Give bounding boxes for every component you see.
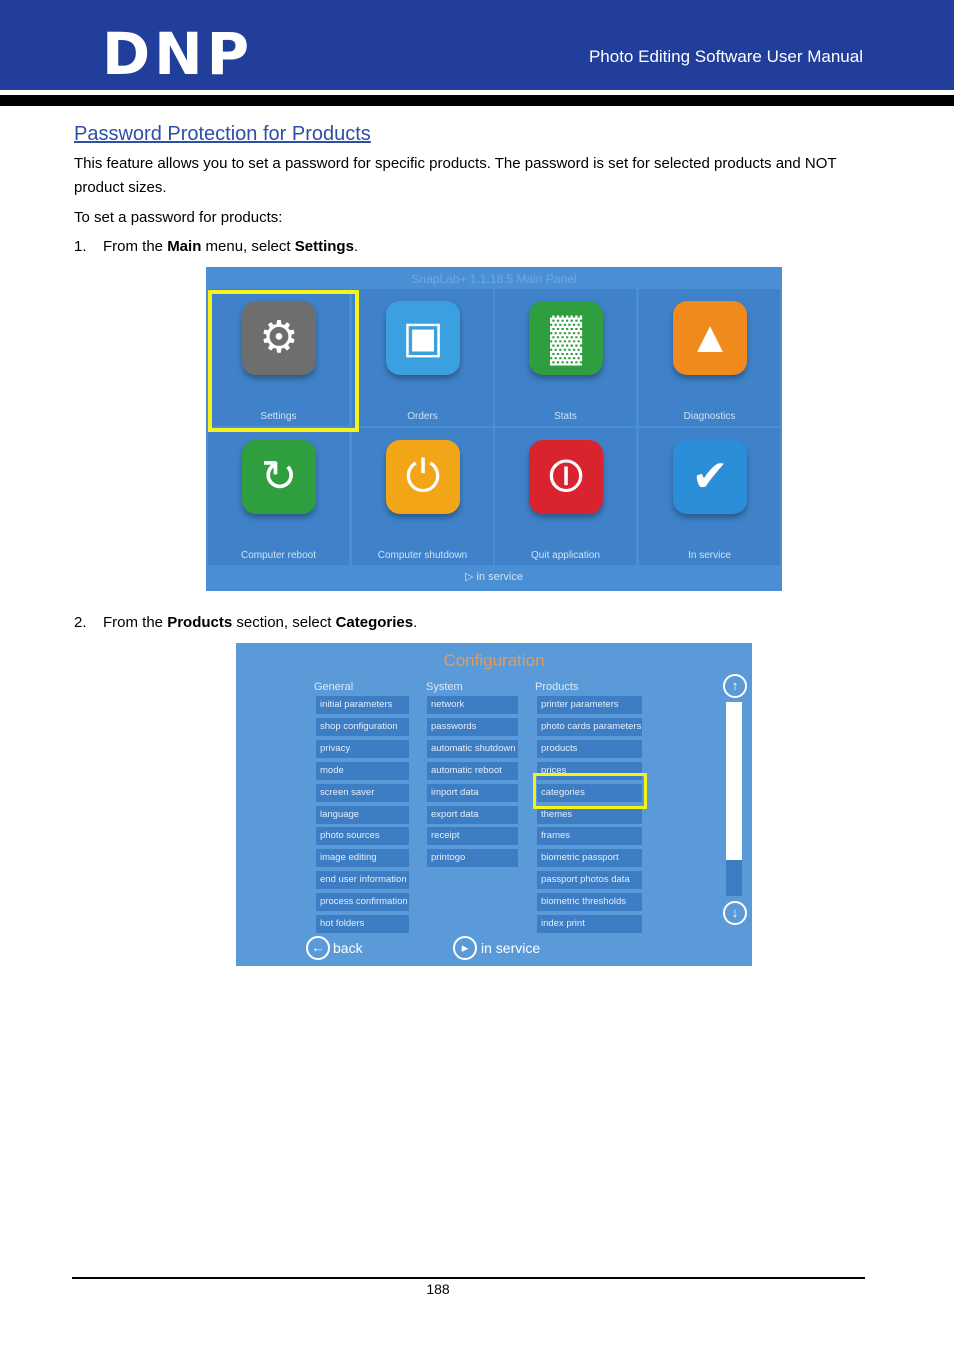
products-item[interactable]: passport photos data xyxy=(537,871,642,889)
header-rule xyxy=(0,95,954,106)
products-heading: Products xyxy=(535,681,579,693)
tile-8[interactable] xyxy=(639,428,780,565)
header-bar xyxy=(0,0,954,90)
products-item[interactable]: prices xyxy=(537,762,642,780)
system-item[interactable]: automatic reboot xyxy=(427,762,518,780)
step-1: 1. From the Main menu, select Settings. xyxy=(74,238,359,255)
tile-label: Orders xyxy=(407,411,438,422)
tile-label: Stats xyxy=(554,411,577,422)
general-item[interactable]: hot folders xyxy=(316,915,409,933)
general-item[interactable]: image editing xyxy=(316,849,409,867)
tile-label: Settings xyxy=(260,411,297,422)
general-item[interactable]: initial parameters xyxy=(316,696,409,714)
section-heading: Password Protection for Products xyxy=(74,123,371,145)
products-item[interactable]: biometric passport xyxy=(537,849,642,867)
reboot-icon: ↻ xyxy=(242,440,316,514)
settings-highlight xyxy=(208,290,359,432)
tile-2[interactable] xyxy=(352,289,493,426)
tile-3[interactable] xyxy=(495,289,636,426)
tile-label: Diagnostics xyxy=(683,411,736,422)
tile-label: Computer shutdown xyxy=(377,550,468,561)
gear-icon: ⚙ xyxy=(242,301,316,375)
back-button[interactable]: back xyxy=(333,940,363,956)
tile-4[interactable] xyxy=(639,289,780,426)
tile-label: Quit application xyxy=(531,550,600,561)
products-item[interactable]: themes xyxy=(537,806,642,824)
products-item[interactable]: frames xyxy=(537,827,642,845)
configuration-screenshot xyxy=(236,643,752,966)
page-number: 188 xyxy=(426,1281,450,1297)
products-item[interactable]: categories xyxy=(537,784,642,802)
in-service-button[interactable]: in service xyxy=(481,940,541,956)
system-item[interactable]: printogo xyxy=(427,849,518,867)
system-item[interactable]: receipt xyxy=(427,827,518,845)
scrollbar-thumb[interactable] xyxy=(726,860,742,896)
dnp-logo: DNP xyxy=(102,20,254,88)
general-item[interactable]: photo sources xyxy=(316,827,409,845)
bar-chart-icon: ▓ xyxy=(529,301,603,375)
check-icon: ✔ xyxy=(673,440,747,514)
in-service-play-icon[interactable]: ▸ xyxy=(453,936,477,960)
general-item[interactable]: language xyxy=(316,806,409,824)
back-arrow-icon[interactable]: ← xyxy=(306,936,330,960)
tile-label: In service xyxy=(688,550,731,561)
general-item[interactable]: screen saver xyxy=(316,784,409,802)
general-item[interactable]: mode xyxy=(316,762,409,780)
lead-paragraph: To set a password for products: xyxy=(74,209,283,226)
cone-icon: ▲ xyxy=(673,301,747,375)
system-item[interactable]: import data xyxy=(427,784,518,802)
main-panel-title: SnapLab+ 1.1.18.5 Main Panel xyxy=(411,272,577,286)
general-item[interactable]: end user information xyxy=(316,871,409,889)
general-item[interactable]: process confirmation xyxy=(316,893,409,911)
products-item[interactable]: photo cards parameters xyxy=(537,718,642,736)
step-2: 2. From the Products section, select Categories. xyxy=(74,614,418,631)
tile-label: Computer reboot xyxy=(240,550,317,561)
general-heading: General xyxy=(314,681,354,693)
manual-title: Photo Editing Software User Manual xyxy=(588,47,863,66)
tile-7[interactable] xyxy=(495,428,636,565)
products-item[interactable]: index print xyxy=(537,915,642,933)
products-item[interactable]: biometric thresholds xyxy=(537,893,642,911)
system-item[interactable]: automatic shutdown xyxy=(427,740,518,758)
system-item[interactable]: export data xyxy=(427,806,518,824)
general-item[interactable]: privacy xyxy=(316,740,409,758)
main-panel-in-service[interactable]: ▷ in service xyxy=(465,571,523,583)
quit-icon: ⏼ xyxy=(529,440,603,514)
system-heading: System xyxy=(426,681,463,693)
tile-5[interactable] xyxy=(208,428,349,565)
products-item[interactable]: printer parameters xyxy=(537,696,642,714)
categories-highlight xyxy=(533,773,647,809)
power-icon: ⏻ xyxy=(386,440,460,514)
intro-paragraph: This feature allows you to set a password for specific products. The password is set for selected products and NOT product sizes. xyxy=(74,155,837,196)
pictures-icon: ▣ xyxy=(386,301,460,375)
general-item[interactable]: shop configuration xyxy=(316,718,409,736)
scroll-down-icon[interactable]: ↓ xyxy=(723,901,747,925)
system-item[interactable]: passwords xyxy=(427,718,518,736)
configuration-title: Configuration xyxy=(443,651,545,670)
footer-rule xyxy=(72,1277,865,1279)
tile-6[interactable] xyxy=(352,428,493,565)
system-item[interactable]: network xyxy=(427,696,518,714)
scroll-up-icon[interactable]: ↑ xyxy=(723,674,747,698)
products-item[interactable]: products xyxy=(537,740,642,758)
